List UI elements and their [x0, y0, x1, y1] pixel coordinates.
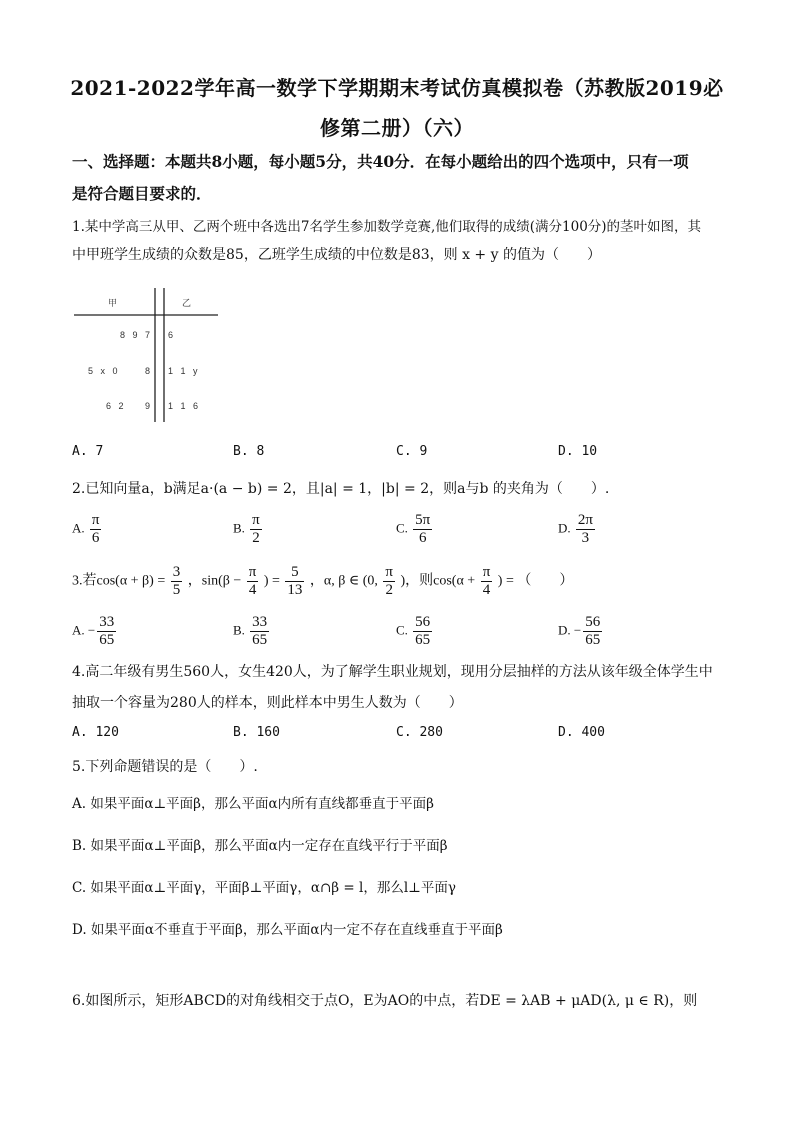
stem-row2-right: 1 1 y [168, 366, 198, 376]
q3-option-c[interactable] [396, 614, 434, 649]
q3-mid4: )，则cos(α + [400, 573, 476, 589]
q3-option-d-sign: − [573, 622, 582, 638]
q2-option-d-den: 3 [576, 529, 595, 547]
stem-head-left: 甲 [108, 298, 118, 308]
q4-option-b[interactable]: B. 160 [233, 725, 280, 740]
q3-f4-num: π [385, 564, 393, 580]
q1-text-line1: 1.某中学高三从甲、乙两个班中各选出7名学生参加数学竞赛,他们取得的成绩(满分100分)的茎叶如图，其 [72, 219, 702, 235]
q3-option-b-letter: B. [233, 622, 245, 638]
q5-option-d[interactable]: D. 如果平面α不垂直于平面β，那么平面α内一定不存在直线垂直于平面β [72, 922, 503, 938]
doc-title-line1: 2021-2022学年高一数学下学期期末考试仿真模拟卷（苏教版2019必 [70, 76, 724, 100]
q3-f5-den: 4 [481, 581, 493, 599]
q1-text-line2: 中甲班学生成绩的众数是85，乙班学生成绩的中位数是83，则 x + y 的值为（ ） [72, 247, 601, 263]
q3-f2-den: 4 [247, 581, 259, 599]
q3-f5-num: π [482, 564, 491, 580]
q4-option-a[interactable]: A. 120 [72, 725, 119, 740]
q2-option-a[interactable] [72, 512, 103, 547]
stem-row3-stem: 9 [145, 401, 151, 411]
q3-option-d-den: 65 [585, 632, 601, 648]
q1-option-a[interactable]: A. 7 [72, 444, 104, 459]
section-heading-line1: 一、选择题：本题共8小题，每小题5分，共40分．在每小题给出的四个选项中，只有一项 [72, 152, 689, 171]
q3-option-d-letter: D. [558, 622, 571, 638]
q5-text: 5.下列命题错误的是（ ）. [72, 759, 258, 775]
stem-leaf-plot [72, 284, 222, 424]
stem-row3-right: 1 1 6 [168, 401, 199, 411]
q1-option-c[interactable]: C. 9 [396, 444, 428, 459]
q3-option-c-num: 56 [415, 614, 431, 630]
q2-option-c-letter: C. [396, 520, 408, 536]
q2-option-c-num: 5π [415, 512, 431, 528]
q3-text [72, 564, 573, 599]
q3-option-b-num: 33 [252, 614, 268, 630]
q3-mid: ，sin(β − [187, 573, 242, 589]
q3-option-a[interactable] [72, 614, 118, 649]
q3-f1-num: 3 [172, 564, 181, 580]
q1-option-d[interactable]: D. 10 [558, 444, 598, 459]
q2-text: 2.已知向量a，b满足a·(a − b) = 2，且|a| = 1，|b| = 2，则a与b 的夹角为（ ）. [72, 481, 610, 497]
section-heading-line2: 是符合题目要求的． [72, 184, 212, 203]
q3-option-a-den: 65 [99, 632, 115, 648]
q2-option-d-letter: D. [558, 520, 571, 536]
q3-option-a-num: 33 [99, 614, 115, 630]
q2-option-b[interactable] [233, 512, 264, 547]
q5-option-a[interactable]: A. 如果平面α⊥平面β，那么平面α内所有直线都垂直于平面β [72, 796, 434, 812]
q5-option-c[interactable]: C. 如果平面α⊥平面γ，平面β⊥平面γ，α∩β = l，那么l⊥平面γ [72, 880, 456, 896]
q2-option-b-num: π [252, 512, 260, 528]
q1-option-b[interactable]: B. 8 [233, 444, 265, 459]
stem-row1-stem: 7 [145, 330, 151, 340]
q3-option-a-sign: − [87, 622, 96, 638]
q3-mid2: ) = [263, 573, 280, 589]
stem-row2-left: 5 x 0 [88, 366, 118, 376]
q3-prefix: 3.若cos(α + β) = [72, 573, 166, 589]
stem-head-right: 乙 [182, 298, 192, 308]
q3-f3-num: 5 [291, 564, 299, 580]
q2-option-c-den: 6 [413, 529, 432, 547]
q2-option-b-letter: B. [233, 520, 245, 536]
q2-option-c[interactable] [396, 512, 434, 547]
q4-text-line2: 抽取一个容量为280人的样本，则此样本中男生人数为（ ） [72, 695, 463, 711]
stem-row2-stem: 8 [145, 366, 151, 376]
q2-option-d[interactable] [558, 512, 597, 547]
q5-option-b[interactable]: B. 如果平面α⊥平面β，那么平面α内一定存在直线平行于平面β [72, 838, 448, 854]
q3-f4-den: 2 [383, 581, 395, 599]
q2-option-b-den: 2 [250, 529, 262, 547]
q4-option-d[interactable]: D. 400 [558, 725, 605, 740]
q2-option-a-den: 6 [90, 529, 102, 547]
q4-text-line1: 4.高二年级有男生560人，女生420人，为了解学生职业规划，现用分层抽样的方法从该年级全体学生中 [72, 664, 713, 680]
q3-mid3: ，α, β ∈ (0, [309, 573, 378, 589]
stem-row1-right: 6 [168, 330, 174, 340]
q2-option-a-num: π [91, 512, 100, 528]
q3-option-b-den: 65 [252, 632, 268, 648]
stem-row3-left: 6 2 [106, 401, 124, 411]
q4-option-c[interactable]: C. 280 [396, 725, 443, 740]
q3-option-d-num: 56 [585, 614, 601, 630]
q3-option-b[interactable] [233, 614, 271, 649]
q2-option-a-letter: A. [72, 520, 85, 536]
q6-text: 6.如图所示，矩形ABCD的对角线相交于点O，E为AO的中点，若DE = λAB + μAD(λ, μ ∈ R)，则 [72, 993, 698, 1009]
q2-option-d-num: 2π [577, 512, 593, 528]
doc-title-line2: 修第二册）（六） [320, 116, 474, 140]
q3-option-c-letter: C. [396, 622, 408, 638]
stem-row1-left: 8 9 [120, 330, 138, 340]
q3-option-c-den: 65 [415, 632, 431, 648]
q3-f3-den: 13 [287, 582, 303, 598]
q3-f1-den: 5 [172, 582, 181, 598]
q3-option-d[interactable] [558, 614, 604, 649]
q3-option-a-letter: A. [72, 622, 85, 638]
q3-suffix: ) = （ ） [497, 573, 574, 589]
q3-f2-num: π [248, 564, 257, 580]
